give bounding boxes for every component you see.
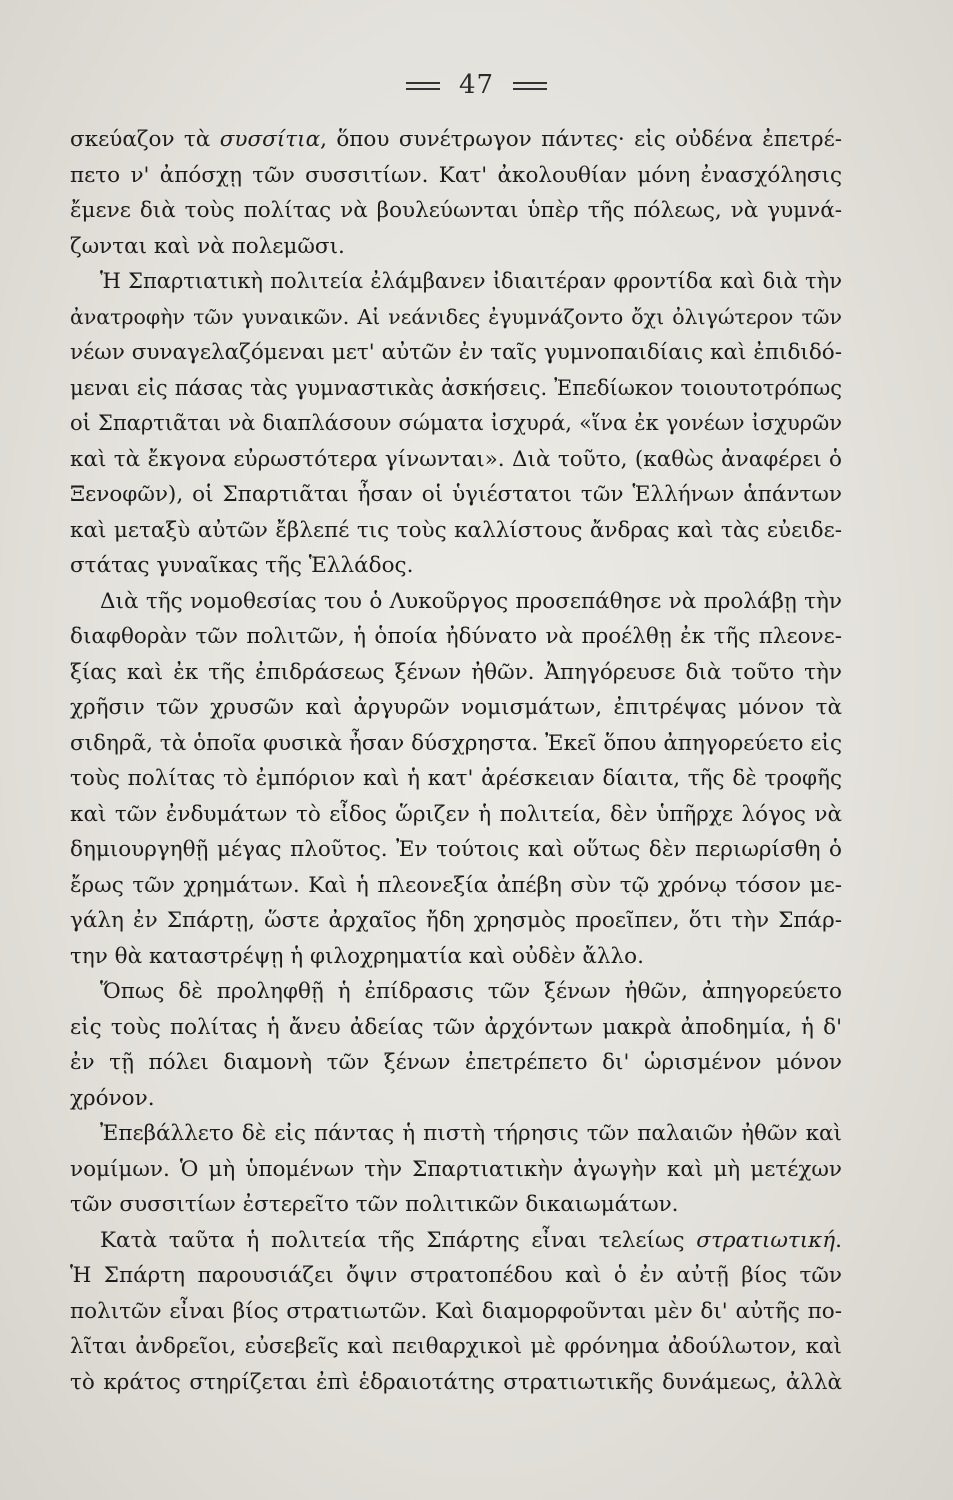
text-line: τοὺς πολίτας τὸ ἐμπόριον καὶ ἡ κατ' ἀρέσκειαν δίαιτα, τῆς δὲ τροφῆς [70,766,842,791]
text-line: ἀνατροφὴν τῶν γυναικῶν. Αἱ νεάνιδες ἐγυμνάζοντο ὄχι ὀλιγώτερον τῶν [70,304,842,329]
text-line: πετο ν' ἀπόσχῃ τῶν συσσιτίων. Κατ' ἀκολουθίαν μόνη ἐνασχόλησις [70,162,842,188]
text-line: καὶ μεταξὺ αὐτῶν ἔβλεπέ τις τοὺς καλλίστους ἄνδρας καὶ τὰς εὐειδε- [70,517,842,543]
text-line: σκεύαζον τὰ συσσίτια, ὅπου συνέτρωγον πάντες· εἰς οὐδένα ἐπετρέ- [70,127,842,152]
page-number: 47 [458,70,495,100]
text-line: Ὅπως δὲ προληφθῇ ἡ ἐπίδρασις τῶν ξένων ἠθῶν, ἀπηγορεύετο [100,979,842,1004]
text-line: χρῆσιν τῶν χρυσῶν καὶ ἀργυρῶν νομισμάτων, ἐπιτρέψας μόνον τὰ [70,695,842,720]
text-line: καὶ τῶν ἐνδυμάτων τὸ εἶδος ὥριζεν ἡ πολιτεία, δὲν ὑπῆρχε λόγος νὰ [70,801,842,827]
text-line: χρόνον. [70,1085,155,1111]
text-line: Ἡ Σπάρτη παρουσιάζει ὄψιν στρατοπέδου καὶ ὁ ἐν αὐτῇ βίος τῶν [70,1263,842,1288]
text-line: νομίμων. Ὁ μὴ ὑπομένων τὴν Σπαρτιατικὴν ἀγωγὴν καὶ μὴ μετέχων [70,1156,842,1182]
text-line: την θὰ καταστρέψῃ ἡ φιλοχρηματία καὶ οὐδὲν ἄλλο. [70,943,644,969]
text-line: Ἡ Σπαρτιατικὴ πολιτεία ἐλάμβανεν ἰδιαιτέραν φροντίδα καὶ διὰ τὴν [100,269,842,293]
text-line: τὸ κράτος στηρίζεται ἐπὶ ἑδραιοτάτης στρατιωτικῆς δυνάμεως, ἀλλὰ [70,1369,842,1395]
text-line: δημιουργηθῇ μέγας πλοῦτος. Ἐν τούτοις καὶ οὕτως δὲν περιωρίσθη ὁ [70,837,842,862]
text-line: πολιτῶν εἶναι βίος στρατιωτῶν. Καὶ διαμορφοῦνται μὲν δι' αὐτῆς πο- [70,1298,842,1324]
text-line: διαφθορὰν τῶν πολιτῶν, ἡ ὁποία ἠδύνατο νὰ προέλθῃ ἐκ τῆς πλεονε- [70,624,842,649]
text-line: τῶν συσσιτίων ἐστερεῖτο τῶν πολιτικῶν δικαιωμάτων. [70,1192,679,1217]
text-line: Κατὰ ταῦτα ἡ πολιτεία τῆς Σπάρτης εἶναι τελείως στρατιωτική. [100,1227,842,1253]
text-line: σιδηρᾶ, τὰ ὁποῖα φυσικὰ ἦσαν δύσχρηστα. Ἐκεῖ ὅπου ἀπηγορεύετο εἰς [70,730,842,756]
header-ornament-right [513,82,547,90]
text-line: ἔρως τῶν χρημάτων. Καὶ ἡ πλεονεξία ἀπέβη σὺν τῷ χρόνῳ τόσον με- [70,872,842,898]
text-line: γάλη ἐν Σπάρτῃ, ὥστε ἀρχαῖος ἤδη χρησμὸς προεῖπεν, ὅτι τὴν Σπάρ- [70,908,842,933]
text-line: ξίας καὶ ἐκ τῆς ἐπιδράσεως ξένων ἠθῶν. Ἀπηγόρευσε διὰ τοῦτο τὴν [70,659,842,685]
page-header [0,70,953,100]
text-line: Ἐπεβάλλετο δὲ εἰς πάντας ἡ πιστὴ τήρησις τῶν παλαιῶν ἠθῶν καὶ [100,1121,842,1146]
text-line: μεναι εἰς πάσας τὰς γυμναστικὰς ἀσκήσεις. Ἐπεδίωκον τοιουτοτρόπως [70,375,842,400]
header-ornament-left [406,82,440,90]
text-line: λῖται ἀνδρεῖοι, εὐσεβεῖς καὶ πειθαρχικοὶ μὲ φρόνημα ἀδούλωτον, καὶ [70,1334,842,1359]
text-line: ζωνται καὶ νὰ πολεμῶσι. [70,233,345,259]
text-line: στάτας γυναῖκας τῆς Ἑλλάδος. [70,553,414,578]
text-line: νέων συναγελαζόμεναι μετ' αὐτῶν ἐν ταῖς γυμνοπαιδίαις καὶ ἐπιδιδό- [70,340,842,365]
text-line: Ξενοφῶν), οἱ Σπαρτιᾶται ἦσαν οἱ ὑγιέστατοι τῶν Ἑλλήνων ἁπάντων [70,482,842,507]
text-line: ἐν τῇ πόλει διαμονὴ τῶν ξένων ἐπετρέπετο δι' ὡρισμένον μόνον [70,1050,842,1075]
text-line: καὶ τὰ ἔκγονα εὐρωστότερα γίνωνται». Διὰ τοῦτο, (καθὼς ἀναφέρει ὁ [70,446,842,472]
text-line: Διὰ τῆς νομοθεσίας του ὁ Λυκοῦργος προσεπάθησε νὰ προλάβῃ τὴν [100,588,842,614]
text-line: εἰς τοὺς πολίτας ἡ ἄνευ ἀδείας τῶν ἀρχόντων μακρὰ ἀποδημία, ἡ δ' [70,1014,842,1040]
body-text [70,122,842,1400]
text-line: οἱ Σπαρτιᾶται νὰ διαπλάσουν σώματα ἰσχυρά, «ἵνα ἐκ γονέων ἰσχυρῶν [70,411,842,435]
text-line: ἔμενε διὰ τοὺς πολίτας νὰ βουλεύωνται ὑπὲρ τῆς πόλεως, νὰ γυμνά- [70,198,842,223]
